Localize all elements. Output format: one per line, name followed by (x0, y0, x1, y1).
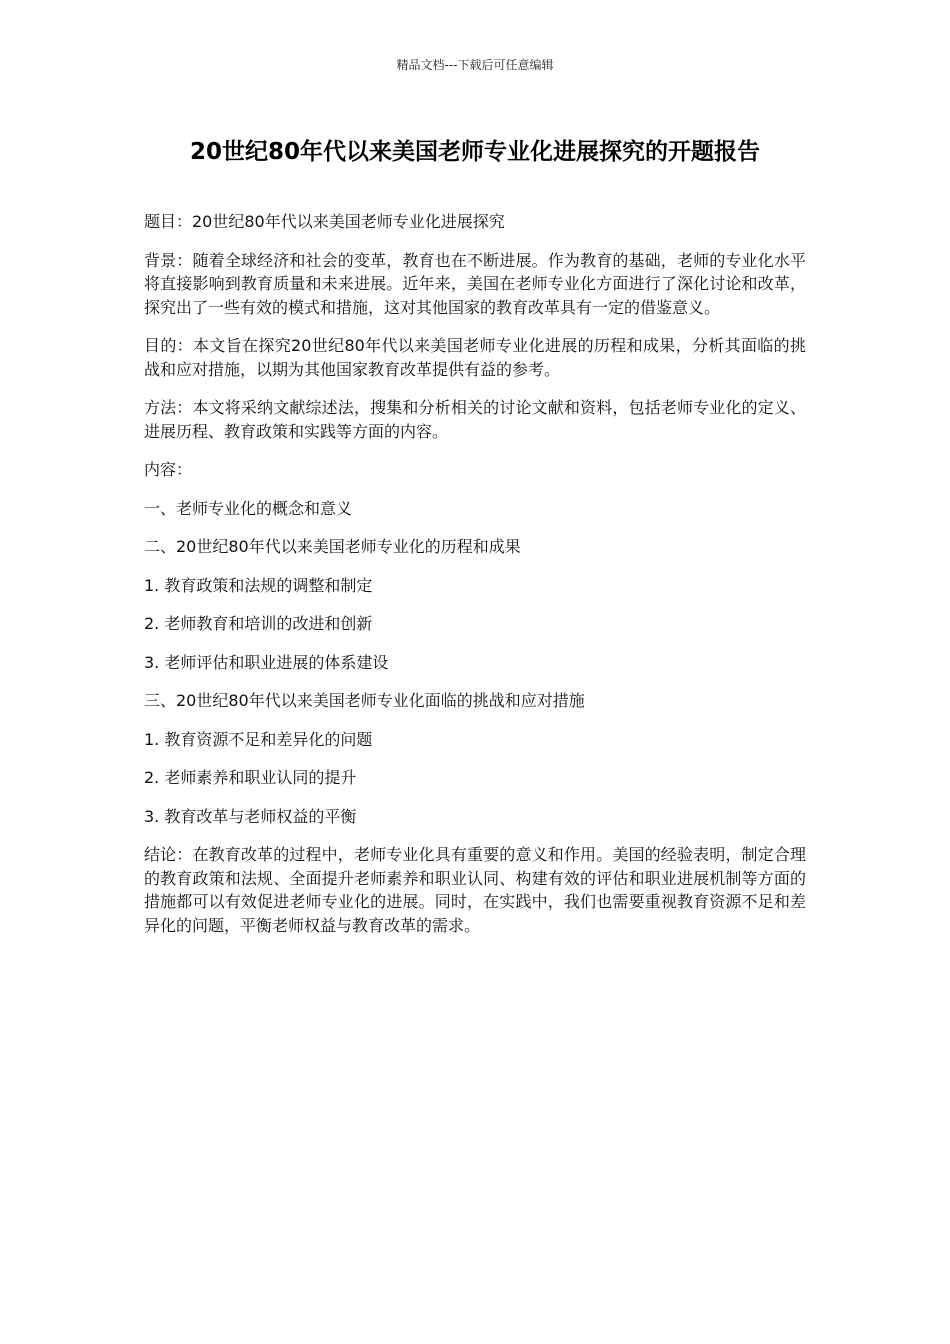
outline-subitem-2-1: 1. 教育政策和法规的调整和制定 (144, 575, 373, 595)
outline-subitem-3-1: 1. 教育资源不足和差异化的问题 (144, 729, 373, 749)
outline-subitem-3-3: 3. 教育改革与老师权益的平衡 (144, 806, 357, 826)
page-header: 精品文档---下载后可任意编辑 (396, 58, 554, 72)
paragraph-method: 方法：本文将采纳文献综述法，搜集和分析相关的讨论文献和资料，包括老师专业化的定义、进展历程、教育政策和实践等方面的内容。 (144, 398, 806, 441)
paragraph-content-heading: 内容： (144, 460, 193, 479)
outline-subitem-2-2: 2. 老师教育和培训的改进和创新 (144, 614, 373, 633)
paragraph-background: 背景：随着全球经济和社会的变革，教育也在不断进展。作为教育的基础，老师的专业化水平将直接影响到教育质量和未来进展。近年来，美国在老师专业化方面进行了深化讨论和改革，探究出了一些有效的模式和措施，这对其他国家的教育改革具有一定的借鉴意义。 (144, 250, 806, 317)
paragraph-conclusion: 结论：在教育改革的过程中，老师专业化具有重要的意义和作用。美国的经验表明，制定合理的教育政策和法规、全面提升老师素养和职业认同、构建有效的评估和职业进展机制等方面的措施都可以有效促进老师专业化的进展。同时，在实践中，我们也需要重视教育资源不足和差异化的问题，平衡老师权益与教育改革的需求。 (144, 845, 806, 935)
outline-subitem-2-3: 3. 老师评估和职业进展的体系建设 (144, 652, 389, 672)
paragraph-purpose: 目的：本文旨在探究20世纪80年代以来美国老师专业化进展的历程和成果，分析其面临的挑战和应对措施，以期为其他国家教育改革提供有益的参考。 (144, 336, 806, 379)
document-title: 20世纪80年代以来美国老师专业化进展探究的开题报告 (189, 139, 760, 165)
outline-item-3: 三、20世纪80年代以来美国老师专业化面临的挑战和应对措施 (144, 691, 585, 710)
outline-item-2: 二、20世纪80年代以来美国老师专业化的历程和成果 (144, 537, 521, 556)
outline-subitem-3-2: 2. 老师素养和职业认同的提升 (144, 768, 357, 787)
outline-item-1: 一、老师专业化的概念和意义 (144, 498, 353, 518)
document-body (144, 210, 806, 952)
paragraph-topic: 题目：20世纪80年代以来美国老师专业化进展探究 (144, 212, 505, 231)
